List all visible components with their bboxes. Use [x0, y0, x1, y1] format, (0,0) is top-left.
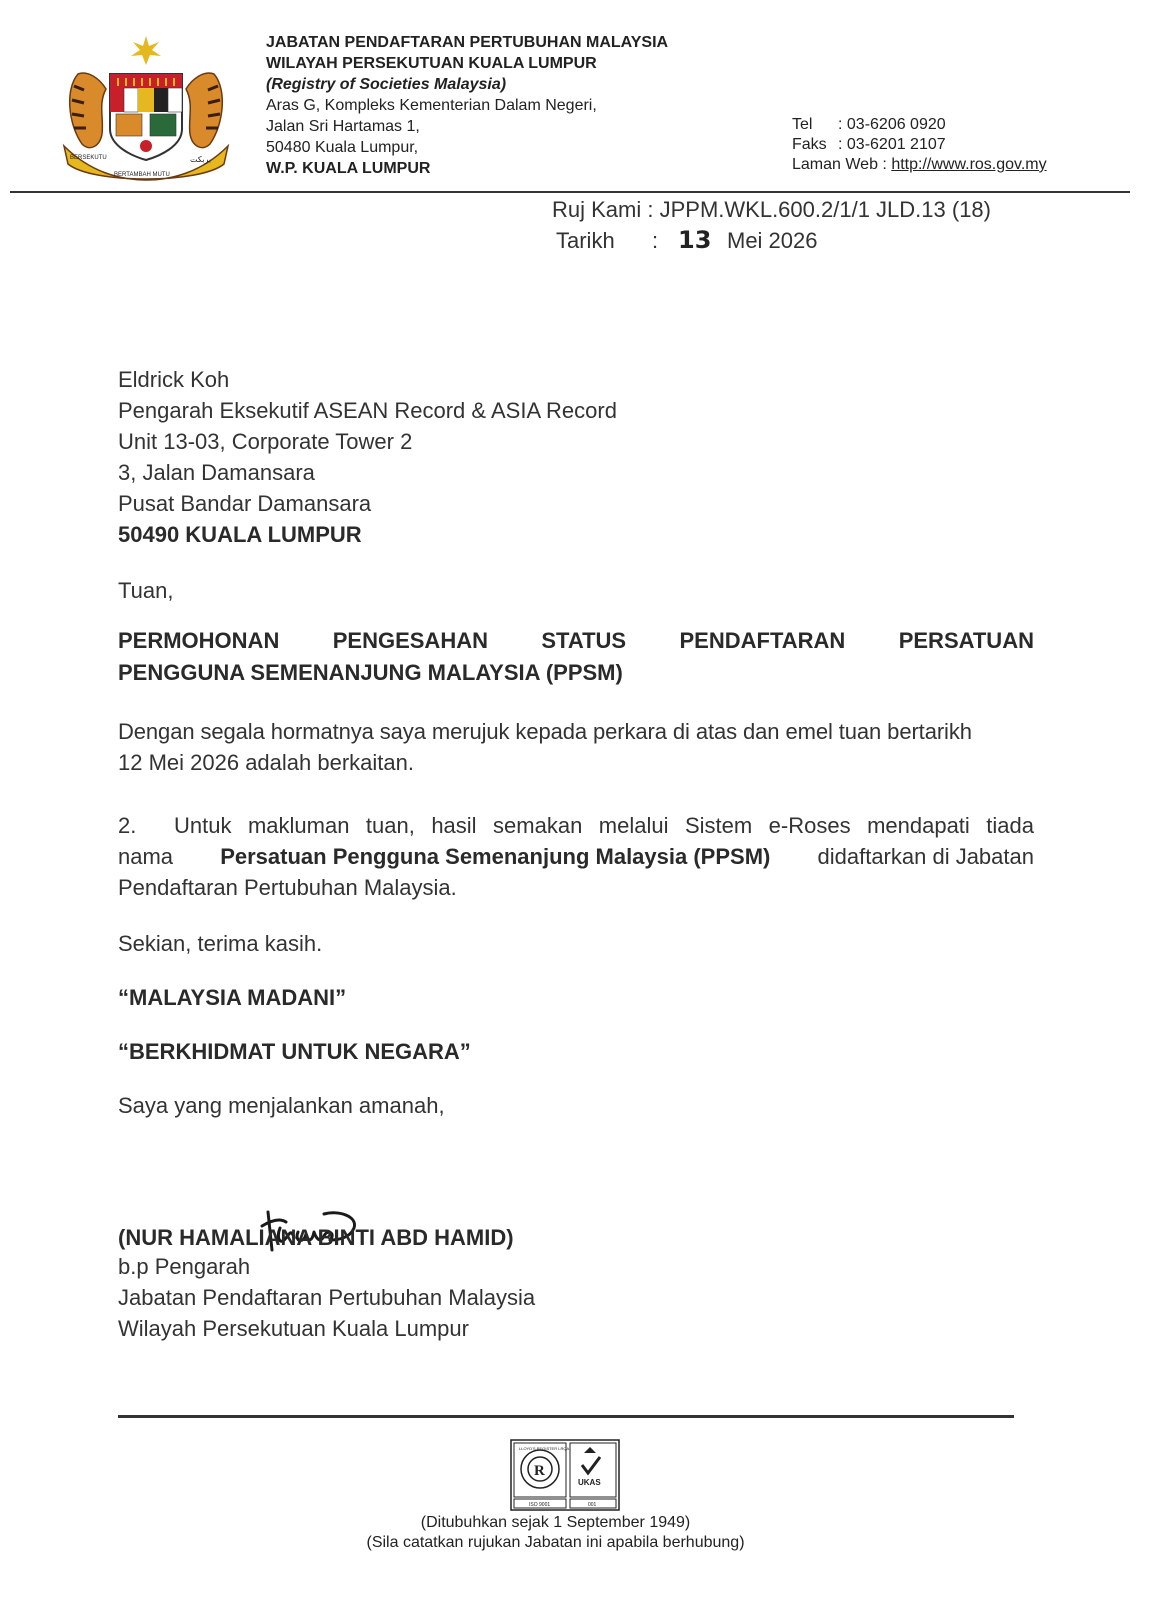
- paragraph-2-word: hasil: [431, 813, 477, 838]
- paragraph-2-line2-pre: nama: [118, 844, 174, 869]
- subject-line2: PENGGUNA SEMENANJUNG MALAYSIA (PPSM): [118, 660, 623, 685]
- header-divider: [10, 191, 1130, 193]
- paragraph-1-line2: 12 Mei 2026 adalah berkaitan.: [118, 750, 414, 775]
- subject-heading: [118, 625, 1034, 689]
- recipient-city: 50490 KUALA LUMPUR: [118, 522, 362, 547]
- paragraph-2-line1: [118, 810, 1034, 841]
- tel-value: : 03-6206 0920: [838, 116, 946, 133]
- paragraph-2-line2-post: didaftarkan di Jabatan: [817, 844, 1034, 869]
- cert-ukas-label: UKAS: [578, 1478, 601, 1487]
- svg-text:R: R: [534, 1463, 545, 1479]
- date-label: Tarikh: [556, 228, 615, 253]
- contact-web: [792, 155, 1047, 175]
- paragraph-2-word: Sistem: [684, 813, 753, 838]
- paragraph-1: [118, 716, 1034, 778]
- fax-label: Faks: [792, 136, 827, 153]
- footer-divider: [118, 1415, 1014, 1418]
- trust-statement: Saya yang menjalankan amanah,: [118, 1093, 445, 1118]
- paragraph-number: 2.: [118, 813, 137, 838]
- reference-line: [552, 197, 991, 223]
- cert-ukas-number: 001: [588, 1502, 597, 1508]
- paragraph-2-word: melalui: [598, 813, 669, 838]
- recipient-address2: 3, Jalan Damansara: [118, 460, 315, 485]
- recipient-name: Eldrick Koh: [118, 367, 230, 392]
- subject-word: PERMOHONAN: [118, 628, 280, 653]
- org-address-line1: Aras G, Kompleks Kementerian Dalam Negeri,: [266, 97, 597, 114]
- org-address-line3: 50480 Kuala Lumpur,: [266, 139, 419, 156]
- crest-motto-bottom: BERTAMBAH MUTU: [114, 172, 170, 178]
- org-name-english: (Registry of Societies Malaysia): [266, 76, 507, 93]
- org-address-city: W.P. KUALA LUMPUR: [266, 160, 431, 177]
- signatory-name: (NUR HAMALIANA BINTI ABD HAMID): [118, 1225, 514, 1250]
- subject-word: STATUS: [541, 628, 627, 653]
- org-name-line2: WILAYAH PERSEKUTUAN KUALA LUMPUR: [266, 55, 597, 72]
- web-link[interactable]: http://www.ros.gov.my: [891, 156, 1047, 173]
- ruj-value: JPPM.WKL.600.2/1/1 JLD.13 (18): [659, 197, 991, 222]
- org-address-line2: Jalan Sri Hartamas 1,: [266, 118, 420, 135]
- paragraph-2-word: e-Roses: [768, 813, 851, 838]
- recipient-address1: Unit 13-03, Corporate Tower 2: [118, 429, 413, 454]
- crest-motto-right: بربکت: [190, 155, 212, 164]
- crest-motto-left: BERSEKUTU: [70, 155, 107, 161]
- subject-word: PENGESAHAN: [332, 628, 488, 653]
- signatory-position: b.p Pengarah: [118, 1254, 251, 1279]
- date-day-handwritten: 13: [678, 226, 712, 254]
- paragraph-2: [118, 810, 1034, 903]
- paragraph-2-word: makluman: [247, 813, 350, 838]
- subject-word: PERSATUAN: [898, 628, 1034, 653]
- certification-badges: [510, 1439, 620, 1511]
- recipient-address3: Pusat Bandar Damansara: [118, 491, 372, 516]
- contact-fax: [792, 135, 946, 155]
- cert-lrqa-top: LLOYD'S REGISTER LRQA: [519, 1446, 570, 1451]
- paragraph-2-word: semakan: [493, 813, 583, 838]
- tel-label: Tel: [792, 116, 813, 133]
- org-name-line1: JABATAN PENDAFTARAN PERTUBUHAN MALAYSIA: [266, 34, 669, 51]
- paragraph-2-word: mendapati: [867, 813, 970, 838]
- fax-value: : 03-6201 2107: [838, 136, 946, 153]
- paragraph-2-line1-text: [174, 810, 1034, 841]
- paragraph-2-line3: Pendaftaran Pertubuhan Malaysia.: [118, 875, 457, 900]
- closing-remark: Sekian, terima kasih.: [118, 931, 323, 956]
- established-note: (Ditubuhkan sejak 1 September 1949): [420, 1514, 691, 1531]
- reference-note: (Sila catatkan rujukan Jabatan ini apabila berhubung): [366, 1534, 745, 1551]
- date-month-year: Mei 2026: [727, 228, 818, 253]
- organisation-name-emphasis: Persatuan Pengguna Semenanjung Malaysia (PPSM): [220, 844, 771, 869]
- salutation: Tuan,: [118, 578, 174, 603]
- paragraph-2-word: Untuk: [174, 813, 232, 838]
- slogan-malaysia-madani: “MALAYSIA MADANI”: [118, 985, 347, 1010]
- paragraph-2-word: tiada: [986, 813, 1034, 838]
- signatory-department: Jabatan Pendaftaran Pertubuhan Malaysia: [118, 1285, 536, 1310]
- signatory-region: Wilayah Persekutuan Kuala Lumpur: [118, 1316, 469, 1341]
- coat-of-arms-logo: [60, 34, 232, 184]
- subject-word: PENDAFTARAN: [679, 628, 846, 653]
- web-label: Laman Web :: [792, 156, 887, 173]
- ruj-label: Ruj Kami :: [552, 197, 654, 222]
- paragraph-2-word: tuan,: [365, 813, 415, 838]
- cert-iso-label: ISO 9001: [529, 1502, 551, 1508]
- slogan-berkhidmat: “BERKHIDMAT UNTUK NEGARA”: [118, 1039, 471, 1064]
- date-separator: :: [652, 228, 659, 253]
- paragraph-1-line1: Dengan segala hormatnya saya merujuk kepada perkara di atas dan emel tuan bertarikh: [118, 719, 972, 744]
- recipient-title: Pengarah Eksekutif ASEAN Record & ASIA Record: [118, 398, 617, 423]
- paragraph-2-line2: [118, 841, 1034, 872]
- contact-tel: [792, 115, 946, 135]
